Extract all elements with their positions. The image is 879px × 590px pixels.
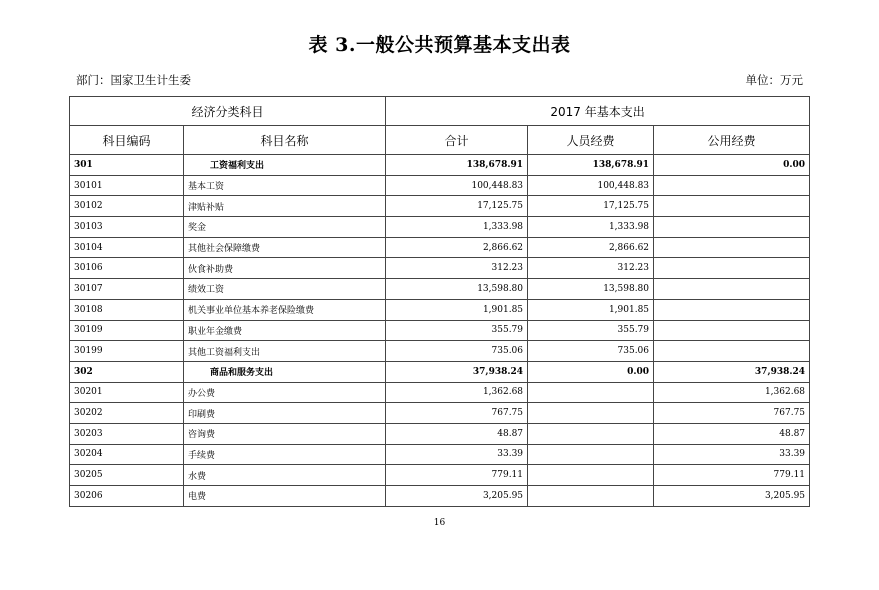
cell-code: 30104 xyxy=(70,237,184,258)
cell-personnel xyxy=(528,423,654,444)
table-row xyxy=(70,155,810,176)
cell-code: 30201 xyxy=(70,382,184,403)
cell-personnel: 735.06 xyxy=(528,341,654,362)
cell-total: 3,205.95 xyxy=(386,486,528,507)
cell-code: 30101 xyxy=(70,175,184,196)
cell-public: 0.00 xyxy=(654,155,810,176)
header-total: 合计 xyxy=(386,126,528,155)
cell-total: 13,598.80 xyxy=(386,279,528,300)
cell-public xyxy=(654,341,810,362)
cell-code: 30103 xyxy=(70,217,184,238)
cell-code: 302 xyxy=(70,361,184,382)
cell-public xyxy=(654,279,810,300)
cell-public: 33.39 xyxy=(654,444,810,465)
table-row xyxy=(70,237,810,258)
cell-total: 1,333.98 xyxy=(386,217,528,238)
header-2017-basic-expenditure: 2017 年基本支出 xyxy=(386,97,810,126)
cell-public: 3,205.95 xyxy=(654,486,810,507)
header-personnel: 人员经费 xyxy=(528,126,654,155)
cell-code: 30106 xyxy=(70,258,184,279)
cell-total: 33.39 xyxy=(386,444,528,465)
cell-total: 138,678.91 xyxy=(386,155,528,176)
cell-total: 312.23 xyxy=(386,258,528,279)
cell-total: 735.06 xyxy=(386,341,528,362)
cell-name: 办公费 xyxy=(184,382,386,403)
cell-personnel: 1,333.98 xyxy=(528,217,654,238)
table-row xyxy=(70,217,810,238)
unit-label: 单位：万元 xyxy=(745,73,803,87)
cell-public: 1,362.68 xyxy=(654,382,810,403)
cell-personnel: 312.23 xyxy=(528,258,654,279)
header-economic-category: 经济分类科目 xyxy=(70,97,386,126)
cell-personnel xyxy=(528,465,654,486)
table-row xyxy=(70,361,810,382)
cell-public xyxy=(654,299,810,320)
cell-name: 绩效工资 xyxy=(184,279,386,300)
header-code: 科目编码 xyxy=(70,126,184,155)
cell-name: 伙食补助费 xyxy=(184,258,386,279)
cell-name: 其他社会保障缴费 xyxy=(184,237,386,258)
cell-name: 印刷费 xyxy=(184,403,386,424)
table-row xyxy=(70,465,810,486)
cell-public: 779.11 xyxy=(654,465,810,486)
header-public: 公用经费 xyxy=(654,126,810,155)
cell-personnel: 13,598.80 xyxy=(528,279,654,300)
cell-name: 电费 xyxy=(184,486,386,507)
cell-public xyxy=(654,217,810,238)
header-name: 科目名称 xyxy=(184,126,386,155)
cell-name: 水费 xyxy=(184,465,386,486)
table-row xyxy=(70,279,810,300)
cell-code: 30202 xyxy=(70,403,184,424)
cell-public xyxy=(654,175,810,196)
cell-personnel xyxy=(528,403,654,424)
table-row xyxy=(70,258,810,279)
cell-personnel: 355.79 xyxy=(528,320,654,341)
cell-total: 37,938.24 xyxy=(386,361,528,382)
table-row xyxy=(70,486,810,507)
table-row xyxy=(70,382,810,403)
cell-public xyxy=(654,258,810,279)
cell-code: 30204 xyxy=(70,444,184,465)
cell-public: 48.87 xyxy=(654,423,810,444)
cell-name: 咨询费 xyxy=(184,423,386,444)
cell-personnel: 1,901.85 xyxy=(528,299,654,320)
page-number: 16 xyxy=(433,518,446,528)
cell-total: 17,125.75 xyxy=(386,196,528,217)
cell-code: 30102 xyxy=(70,196,184,217)
table-row xyxy=(70,196,810,217)
cell-code: 30206 xyxy=(70,486,184,507)
cell-code: 30199 xyxy=(70,341,184,362)
cell-code: 30108 xyxy=(70,299,184,320)
cell-personnel: 100,448.83 xyxy=(528,175,654,196)
cell-public xyxy=(654,320,810,341)
table-row xyxy=(70,320,810,341)
cell-code: 30109 xyxy=(70,320,184,341)
cell-personnel: 138,678.91 xyxy=(528,155,654,176)
cell-personnel xyxy=(528,444,654,465)
cell-name: 手续费 xyxy=(184,444,386,465)
cell-public: 767.75 xyxy=(654,403,810,424)
cell-name: 商品和服务支出 xyxy=(184,361,386,382)
cell-code: 30107 xyxy=(70,279,184,300)
cell-total: 2,866.62 xyxy=(386,237,528,258)
table-row xyxy=(70,403,810,424)
table-row xyxy=(70,444,810,465)
cell-name: 机关事业单位基本养老保险缴费 xyxy=(184,299,386,320)
cell-name: 其他工资福利支出 xyxy=(184,341,386,362)
table-row xyxy=(70,423,810,444)
cell-name: 奖金 xyxy=(184,217,386,238)
cell-personnel: 2,866.62 xyxy=(528,237,654,258)
cell-name: 津贴补贴 xyxy=(184,196,386,217)
cell-total: 1,901.85 xyxy=(386,299,528,320)
cell-personnel xyxy=(528,486,654,507)
cell-total: 779.11 xyxy=(386,465,528,486)
table-row xyxy=(70,175,810,196)
cell-total: 48.87 xyxy=(386,423,528,444)
cell-total: 100,448.83 xyxy=(386,175,528,196)
cell-name: 工资福利支出 xyxy=(184,155,386,176)
table-title: 表 3.一般公共预算基本支出表 xyxy=(308,34,571,56)
department-label: 部门：国家卫生计生委 xyxy=(76,73,191,87)
cell-public: 37,938.24 xyxy=(654,361,810,382)
cell-code: 30205 xyxy=(70,465,184,486)
cell-public xyxy=(654,237,810,258)
budget-table xyxy=(69,96,810,507)
cell-personnel: 17,125.75 xyxy=(528,196,654,217)
cell-total: 767.75 xyxy=(386,403,528,424)
cell-total: 1,362.68 xyxy=(386,382,528,403)
cell-name: 基本工资 xyxy=(184,175,386,196)
cell-total: 355.79 xyxy=(386,320,528,341)
table-row xyxy=(70,341,810,362)
cell-personnel xyxy=(528,382,654,403)
cell-code: 301 xyxy=(70,155,184,176)
cell-code: 30203 xyxy=(70,423,184,444)
cell-public xyxy=(654,196,810,217)
cell-name: 职业年金缴费 xyxy=(184,320,386,341)
table-row xyxy=(70,299,810,320)
cell-personnel: 0.00 xyxy=(528,361,654,382)
